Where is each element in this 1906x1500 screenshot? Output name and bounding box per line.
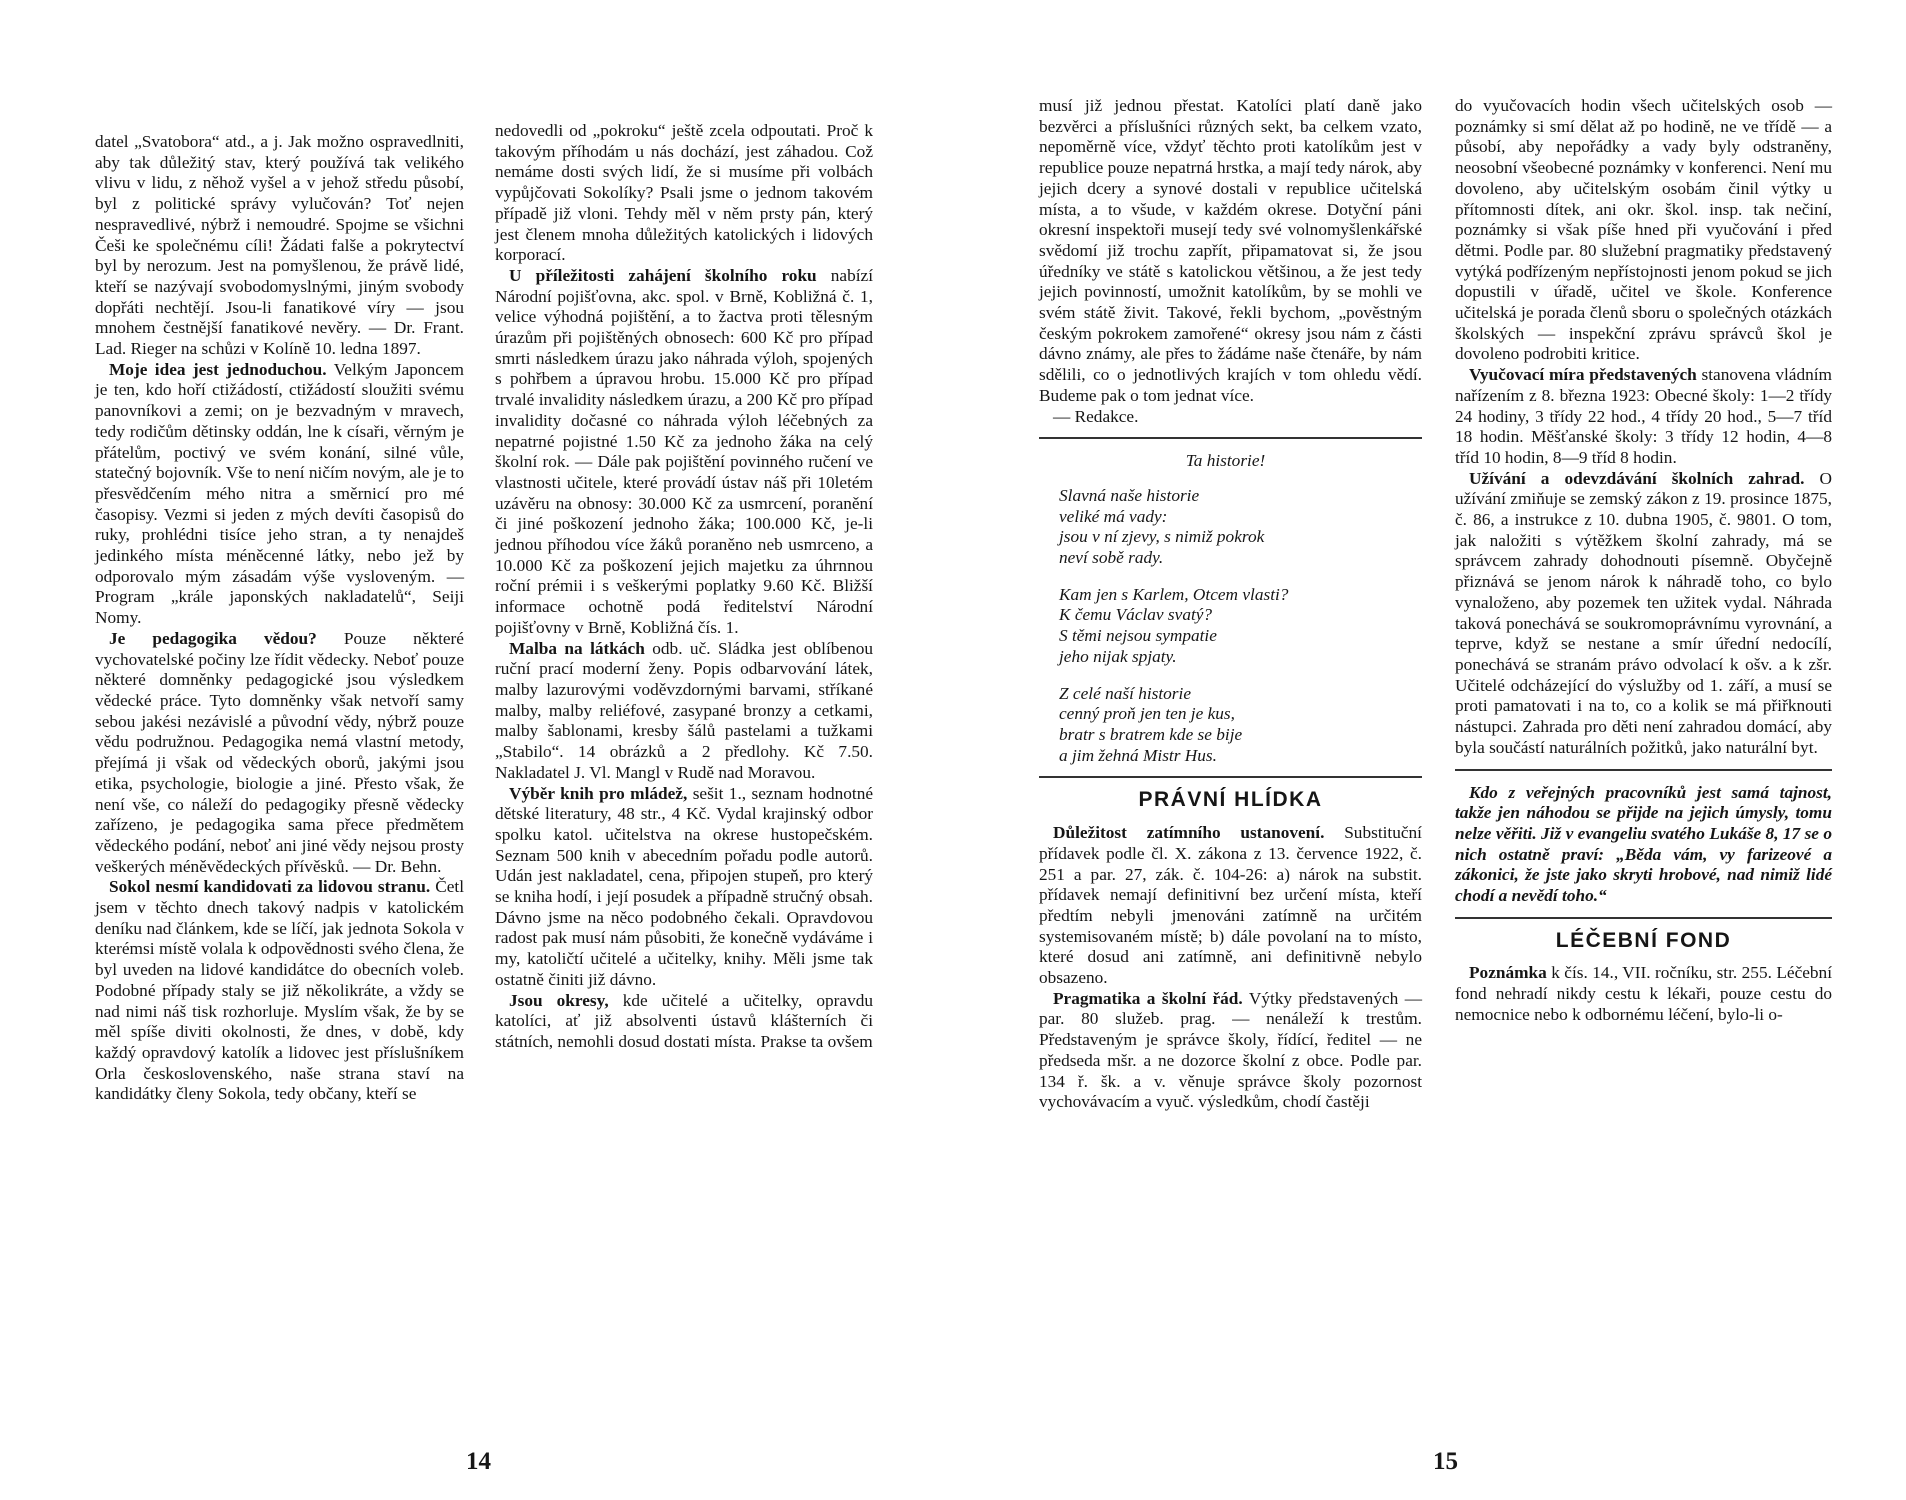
page14-column-left (95, 132, 464, 1105)
paragraph (495, 121, 873, 266)
paragraph-lead: Užívání a odevzdávání školních zahrad. (1469, 468, 1805, 488)
editorial-signature: — Redakce. (1053, 406, 1139, 426)
paragraph-lead: Jsou okresy, (509, 990, 609, 1010)
paragraph (1039, 823, 1422, 989)
page15-column-right (1455, 96, 1832, 1026)
paragraph-text: Velkým Japoncem je ten, kdo hoří ctižádostí, ctižádostí sloužiti svému panovníkovi a zemi; on je bezvadným v mravech, tedy rodičům dětinsky oddán, lne k císaři, věrným je přátelům, poctivý ve svém konání, silné vůle, statečný bojovník. Vše to není ničím novým, ale je to přesvědčením mého nitra a směrnicí pro mé časopisy. Vezmi si jeden z mých devíti časopisů do ruky, prohlédni tisíce jeho stran, a ty nenajdeš jedinkého místa méněcenné látky, nebo jež by odporovalo mým zásadám výše vysloveným. — Program „krále japonských nakladatelů“, Seiji Nomy. (95, 359, 464, 628)
page-number: 15 (1433, 1448, 1458, 1475)
poem-line: Kam jen s Karlem, Otcem vlasti? (1059, 584, 1289, 604)
poem-line: S těmi nejsou sympatie (1059, 626, 1217, 646)
poem-title: Ta historie! (1185, 451, 1266, 471)
paragraph-text: kde učitelé a učitelky, opravdu katolíci, ať již absolventi ústavů klášterních či státních, nemohli dosud dostati místa. Prakse ta ovšem (495, 990, 873, 1051)
paragraph (1455, 365, 1832, 469)
divider (1039, 437, 1422, 439)
paragraph-lead: Sokol nesmí kandidovati za lidovou stranu. (109, 877, 431, 897)
paragraph-text: O užívání zmiňuje se zemský zákon z 19. prosince 1875, č. 86, a instrukce z 10. dubna 1905, č. 9801. O tom, jak naložiti s výtěžkem školní zahrady, má se správcem zahrady dohodnouti písemně. Obyčejně přiznává se jenom nárok k náhradě toho, co bylo vynaloženo, aby pozemek ten užitek vydal. Náhrada taková ponechává se soukromoprávnímu vyrovnání, a teprve, když se nestane a smír úřední nedocílí, ponechává se stranám právo odvolací k ošv. a k zšr. Učitelé odcházející do výslužby od 1. září, a musí se proti pamatovati i na to, co a kolik se má přiřknouti nástupci. Zahrada pro děti není zahradou domácí, aby byla součástí naturálních požitků, jako naturální byt. (1455, 468, 1832, 757)
poem (1039, 451, 1422, 766)
paragraph (1455, 96, 1832, 365)
paragraph (1455, 963, 1832, 1025)
paragraph (495, 266, 873, 639)
paragraph-text: Substituční přídavek podle čl. X. zákona z 13. července 1922, č. 251 a par. 27, zák. č. 104-26: a) nárok na substit. přídavek nemají definitivní bez určení místa, kteří předtím nebyli jmenováni zatímně na určitém systemisovaném místě; b) dále povolaní na to místo, které dosud ani zatímně, ani definitivně nebylo obsazeno. (1039, 823, 1422, 988)
poem-stanza (1059, 585, 1422, 668)
poem-stanza (1059, 486, 1422, 569)
poem-line: neví sobě rady. (1059, 548, 1164, 568)
paragraph (1039, 989, 1422, 1113)
poem-stanza (1059, 684, 1422, 767)
poem-line: a jim žehná Mistr Hus. (1059, 745, 1217, 765)
paragraph-lead: Vyučovací míra představených (1469, 365, 1697, 385)
poem-line: veliké má vady: (1059, 506, 1168, 526)
paragraph-lead: Malba na látkách (509, 638, 645, 658)
paragraph (495, 639, 873, 784)
divider (1455, 917, 1832, 919)
paragraph-text: nabízí Národní pojišťovna, akc. spol. v Brně, Kobližná č. 1, velice výhodná pojištění, a to žactva proti tělesným úrazům při pojištěných obnosech: 600 Kč pro případ smrti následkem úrazu jako náhrada výloh, spojených s pohřbem a úpravou hrobu. 15.000 Kč pro případ trvalé invalidity následkem úrazu, a 200 Kč pro případ invalidity dočasné co náhrada výloh léčebných za nepatrné pojistné 1.50 Kč za jednoho žáka na celý školní rok. — Dále pak pojištění povinného ručení ve vlastnosti učitele, které provádí ústav náš při 10letém uzávěru na obnosy: 30.000 Kč za usmrcení, poranění či jiné poškození jednoho žáka; 100.000 Kč, je-li jednou příhodou více žáků poraněno neb usmrceno, a 10.000 Kč za poškození jejich majetku za úhrnnou roční prémii i s veškerými poplatky 9.60 Kč. Bližší informace ochotně podá ředitelství Národní pojišťovny v Brně, Kobližná čís. 1. (495, 265, 874, 637)
poem-line: jsou v ní zjevy, s nimiž pokrok (1059, 527, 1265, 547)
paragraph-lead: Moje idea jest jednoduchou. (109, 359, 327, 379)
paragraph-text: datel „Svatobora“ atd., a j. Jak možno ospravedlniti, aby tak důležitý stav, který používá tak velikého vlivu v lidu, z něhož vyšel a v jehož středu působí, byl z politické správy vylučován? Toť nejen nespravedlivé, nýbrž i nemoudré. Spojme se všichni Češi ke společnému cíli! Žádati falše a pokrytectví byl by nerozum. Jest na pomyšlenou, že právě lidé, kteří se nazývají svobodomyslnými, jiným svobody dopřáti nechtějí. Jsou-li fanatikové víry — jsou mnohem čestnější fanatikové nevěry. — Dr. Frant. Lad. Rieger na schůzi v Kolíně 10. ledna 1897. (95, 132, 464, 359)
page-number: 14 (466, 1448, 491, 1475)
paragraph-text: sešit 1., seznam hodnotné dětské literatury, 48 str., 4 Kč. Vydal krajinský odbor spolku katol. učitelstva na okrese hustopečském. Seznam 500 knih v abecedním pořadu podle autorů. Udán jest nakladatel, cena, připojen stupeň, pro který se kniha hodí, i její posudek a případně stručný obsah. Dávno jsme na něco podobného čekali. Opravdovou radost pak musí nám působiti, že konečně vydáváme i my, katoličtí učitelé a učitelky, knihy. Měli jsme tak ostatně činiti již dávno. (495, 783, 874, 989)
page15-column-left (1039, 96, 1422, 1113)
paragraph-lead: Výběr knih pro mládež, (509, 783, 688, 803)
paragraph (495, 784, 873, 991)
paragraph-text: do vyučovacích hodin všech učitelských osob — poznámky si smí dělat až po hodině, ne ve třídě — a působí, aby nepořádky a vady byly odstraněny, neosobní všeobecné poznámky v konferenci. Není mu dovoleno, aby učitelským osobám činil výtky u přítomnosti dítek, ani okr. škol. insp. tak nečiní, poznámky si však píše hned při vyučování i před dětmi. Podle par. 80 služební pragmatiky představený vytýká podřízeným nepřístojnosti jenom pokud se jich dopustili v úřadě, učitel ve škole. Konference učitelská je porada členů sboru o společných otázkách školských — inspekční zprávu správců škol je dovoleno podrobiti kritice. (1455, 96, 1832, 364)
poem-line: Slavná naše historie (1059, 485, 1200, 505)
poem-line: Z celé naší historie (1059, 683, 1191, 703)
paragraph-text: Četl jsem v těchto dnech takový nadpis v katolickém deníku nad článkem, kde se líčí, jak jednota Sokola v kterémsi místě volala k odpovědnosti svého člena, že byl uveden na lidové kandidátce do obecních voleb. Podobné případy staly se již několikráte, a vždy se nad nimi náš tisk rozhorluje. Myslím však, že by se měl spíše diviti okolnosti, že dnes, v době, kdy každý opravdový katolík a lidovec jest příslušníkem Orla československého, naše strana staví na kandidátky členy Sokola, tedy občany, kteří se (95, 877, 464, 1104)
poem-line: bratr s bratrem kde se bije (1059, 724, 1243, 744)
paragraph-lead: Poznámka (1469, 963, 1547, 983)
paragraph (95, 132, 464, 360)
paragraph-lead: Důležitost zatímního ustanovení. (1053, 823, 1325, 843)
divider (1039, 776, 1422, 778)
paragraph-text: musí již jednou přestat. Katolíci platí daně jako bezvěrci a příslušníci různých sekt, ba celkem vzato, nepoměrně více, vždyť těchto proti katolíkům jest v republice pouze nepatrná hrstka, a mají tedy nárok, aby jejich dcery a synové dostali v republice učitelská místa, a to všude, v každém okrese. Dotyční páni okresní inspektoři musejí tedy své volnomyšlenkářské svědomí již trochu zapřít, připamatovat si, že jsou úředníky ve státě s katolickou většinou, a že jest tedy jejich povinností, umožnit katolíkům, by se mohli ve svém státě živit. Takové, řekli bychom, „pověstným českým pokrokem zamořené“ okresy jsou nám z části dávno známy, ale přes to žádáme naše čtenáře, by nám sdělili, co o jednotlivých krajích v tom ohledu vědí. Budeme pak o tom jednat více. (1039, 96, 1422, 405)
paragraph-text: odb. uč. Sládka jest oblíbenou ruční prací moderní ženy. Popis odbarvování látek, malby lazurovými voděvzdornými barvami, stříkané malby, malby reliéfové, zasypané bronzy a cetkami, malby šablonami, kresby šálů pastelami a tužkami „Stabilo“. 14 obrázků a 2 předlohy. Kč 7.50. Nakladatel J. Vl. Mangl v Rudě nad Moravou. (495, 638, 873, 782)
paragraph (95, 877, 464, 1105)
section-heading: PRÁVNÍ HLÍDKA (1138, 788, 1323, 812)
paragraph (1455, 469, 1832, 759)
poem-line: cenný proň jen ten je kus, (1059, 704, 1235, 724)
paragraph-lead: Je pedagogika vědou? (109, 628, 317, 648)
paragraph (1039, 96, 1422, 407)
page14-column-right (495, 121, 873, 1053)
paragraph-text: k čís. 14., VII. ročníku, str. 255. Léčební fond nehradí nikdy cestu k lékaři, pouze cestu do nemocnice nebo k odbornému léčení, bylo-li o- (1455, 963, 1832, 1024)
paragraph (95, 360, 464, 629)
paragraph-text: nedovedli od „pokroku“ ještě zcela odpoutati. Proč k takovým příhodám u nás dochází, jest záhadou. Což nemáme dosti svých lidí, že si musíme při volbách vypůjčovati Sokolíky? Psali jsme o jednom takovém případě již vloni. Tehdy měl v něm prsty pán, který jest členem mnoha důležitých katolických i lidových korporací. (495, 121, 873, 265)
paragraph-lead: U příležitosti zahájení školního roku (509, 265, 817, 285)
section-heading: LÉČEBNÍ FOND (1555, 928, 1732, 952)
quote-box: Kdo z veřejných pracovníků jest samá tajnost, takže jen náhodou se přijde na jejich úmysly, tomu nelze věřiti. Již v evangeliu svatého Lukáše 8, 17 se o nich ostatně praví: „Běda vám, vy farizeové a zákonici, že jste jako skryti hrobové, nad nimiž lidé chodí a nevědí toho.“ (1455, 782, 1832, 906)
divider (1455, 769, 1832, 771)
signature (1039, 407, 1422, 428)
poem-line: K čemu Václav svatý? (1059, 605, 1213, 625)
paragraph-lead: Pragmatika a školní řád. (1053, 988, 1243, 1008)
paragraph (495, 991, 873, 1053)
paragraph-text: Pouze některé vychovatelské počiny lze řídit vědecky. Neboť pouze některé domněnky pedagogické jsou výsledkem vědecké práce. Tyto domněnky však netvoří samy sebou jakési nezávislé a původní vědy, nýbrž pouze vědu podružnou. Pedagogika nemá vlastní metody, přejímá ji však od vědeckých oborů, jakými jsou etika, psychologie, biologie a jiné. Přesto však, že není vše, co náleží do pedagogiky přesně vědecky zařízeno, je pedagogika sama přece předmětem vědeckého podání, neboť ani jiné vědy nejsou prosty veškerých méněvědeckých přívěsků. — Dr. Behn. (95, 628, 464, 876)
paragraph-text: Výtky představených — par. 80 služeb. prag. — nenáleží k trestům. Představeným je správce školy, řídící, ředitel — ne předseda mšr. a ne dozorce školní z obce. Podle par. 134 ř. šk. a v. věnuje správce školy pozornost vychovávacím a vyuč. výsledkům, chodí častěji (1039, 988, 1422, 1112)
poem-line: jeho nijak spjaty. (1059, 646, 1177, 666)
paragraph-text: stanovena vládním nařízením z 8. března 1923: Obecné školy: 1—2 třídy 24 hodiny, 3 třídy 22 hod., 4 třídy 20 hod., 5—7 tříd 18 hodin. Měšťanské školy: 3 třídy 12 hodin, 4—8 tříd 10 hodin, 8—9 tříd 8 hodin. (1455, 365, 1832, 467)
paragraph (95, 629, 464, 877)
